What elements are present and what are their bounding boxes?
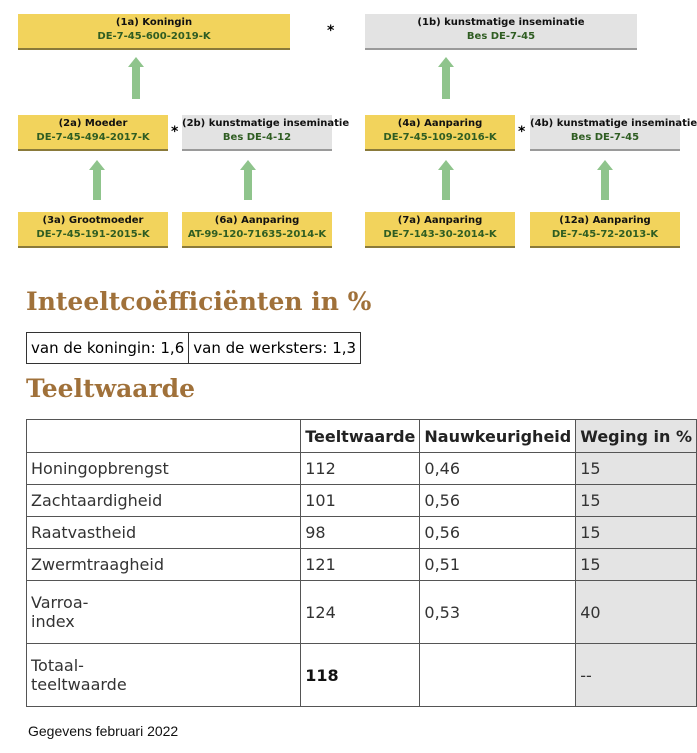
node-title: (4a) Aanparing [397, 118, 483, 129]
table-row [27, 453, 697, 485]
mating-star: * [518, 124, 526, 140]
accuracy-cell: 0,46 [420, 453, 576, 485]
trait-cell: Zachtaardigheid [27, 485, 301, 517]
col-header-breeding-value: Teeltwaarde [301, 420, 420, 453]
weight-cell: 15 [576, 485, 697, 517]
mating-star: * [171, 124, 179, 140]
arrow-up-icon [240, 160, 256, 200]
value-cell: 118 [301, 644, 420, 707]
node-id: DE-7-143-30-2014-K [383, 229, 497, 240]
accuracy-cell: 0,56 [420, 517, 576, 549]
weight-cell: 15 [576, 517, 697, 549]
weight-cell: 40 [576, 581, 697, 644]
trait-cell: Raatvastheid [27, 517, 301, 549]
weight-cell: -- [576, 644, 697, 707]
node-id: DE-7-45-494-2017-K [36, 132, 150, 143]
mating-star: * [327, 23, 335, 39]
node-id: DE-7-45-72-2013-K [551, 229, 659, 240]
trait-cell: Honingopbrengst [27, 453, 301, 485]
pedigree-node-mating-6a [182, 212, 332, 248]
table-row [27, 549, 697, 581]
node-id: Bes DE-7-45 [466, 31, 536, 42]
node-title: (1b) kunstmatige inseminatie [417, 17, 585, 28]
queen-coefficient: van de koningin: 1,6 [31, 339, 185, 357]
col-header-trait [27, 420, 301, 453]
pedigree-node-insemination-1b [365, 14, 637, 50]
table-row [27, 517, 697, 549]
trait-cell: Totaal- teeltwaarde [27, 644, 301, 707]
table-row [27, 581, 697, 644]
node-title: (2a) Moeder [58, 118, 128, 129]
pedigree-node-mating-7a [365, 212, 515, 248]
arrow-up-icon [438, 160, 454, 200]
table-header-row [27, 420, 697, 453]
value-cell: 112 [301, 453, 420, 485]
workers-coefficient: van de werksters: 1,3 [188, 333, 360, 363]
inbreeding-heading: Inteeltcoëfficiënten in % [26, 287, 372, 316]
node-id: DE-7-45-191-2015-K [36, 229, 150, 240]
accuracy-cell: 0,51 [420, 549, 576, 581]
node-title: (2b) kunstmatige inseminatie [182, 118, 350, 129]
arrow-up-icon [89, 160, 105, 200]
trait-cell: Zwermtraagheid [27, 549, 301, 581]
node-id: AT-99-120-71635-2014-K [187, 229, 327, 240]
node-title: (1a) Koningin [115, 17, 193, 28]
value-cell: 98 [301, 517, 420, 549]
value-cell: 121 [301, 549, 420, 581]
pedigree-node-mother [18, 115, 168, 151]
node-title: (12a) Aanparing [559, 215, 651, 226]
table-row [27, 485, 697, 517]
node-id: DE-7-45-109-2016-K [383, 132, 497, 143]
pedigree-node-insemination-2b [182, 115, 350, 151]
node-title: (3a) Grootmoeder [42, 215, 144, 226]
arrow-up-icon [597, 160, 613, 200]
breeding-value-table [26, 419, 697, 707]
trait-cell: Varroa- index [27, 581, 301, 644]
node-id: DE-7-45-600-2019-K [97, 31, 211, 42]
weight-cell: 15 [576, 453, 697, 485]
node-title: (4b) kunstmatige inseminatie [530, 118, 697, 129]
accuracy-cell: 0,53 [420, 581, 576, 644]
col-header-accuracy: Nauwkeurigheid [420, 420, 576, 453]
accuracy-cell: 0,56 [420, 485, 576, 517]
table-row [27, 644, 697, 707]
value-cell: 101 [301, 485, 420, 517]
pedigree-node-insemination-4b [530, 115, 697, 151]
pedigree-node-mating-4a [365, 115, 515, 151]
pedigree-node-grandmother [18, 212, 168, 248]
weight-cell: 15 [576, 549, 697, 581]
data-date-footer: Gegevens februari 2022 [28, 723, 179, 739]
accuracy-cell [420, 644, 576, 707]
value-cell: 124 [301, 581, 420, 644]
node-id: Bes DE-4-12 [222, 132, 292, 143]
inbreeding-coefficients [26, 332, 361, 364]
node-title: (6a) Aanparing [214, 215, 300, 226]
node-id: Bes DE-7-45 [570, 132, 640, 143]
pedigree-node-mating-12a [530, 212, 680, 248]
breeding-value-heading: Teeltwaarde [26, 374, 196, 403]
arrow-up-icon [128, 57, 144, 99]
col-header-weight: Weging in % [576, 420, 697, 453]
node-title: (7a) Aanparing [397, 215, 483, 226]
pedigree-node-queen [18, 14, 290, 50]
arrow-up-icon [438, 57, 454, 99]
